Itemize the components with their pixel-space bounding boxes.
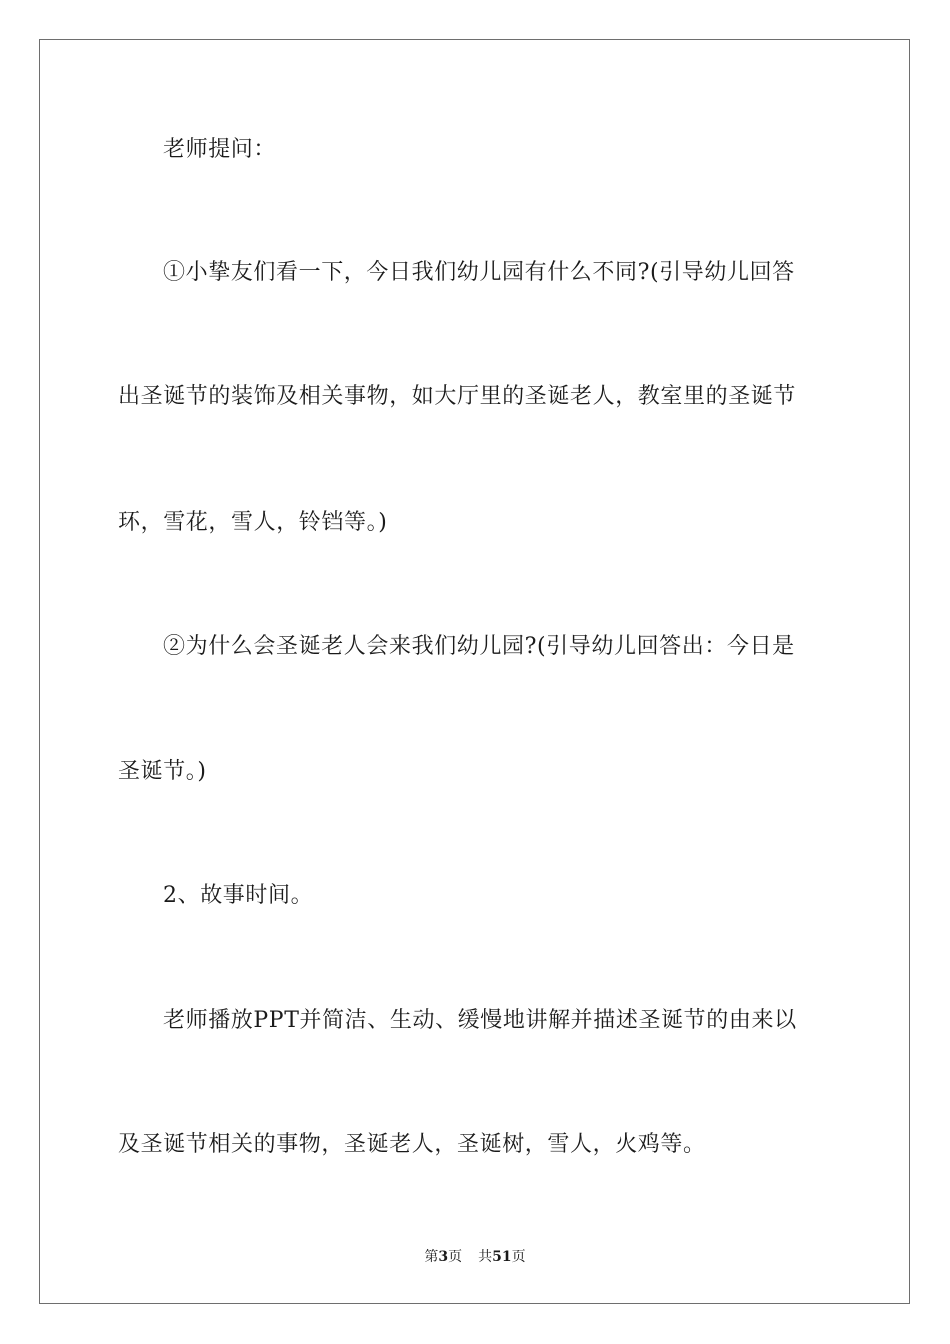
section-heading: 2、故事时间。 xyxy=(163,883,314,908)
total-pages: 51 xyxy=(492,1249,512,1265)
page-suffix: 页 xyxy=(448,1249,463,1265)
page-number: 3 xyxy=(438,1249,449,1265)
question-1-line-2: 出圣诞节的装饰及相关事物，如大厅里的圣诞老人，教室里的圣诞节 xyxy=(118,384,797,409)
story-line-2: 及圣诞节相关的事物，圣诞老人，圣诞树，雪人，火鸡等。 xyxy=(118,1132,706,1157)
question-2-line-2: 圣诞节。) xyxy=(118,759,207,784)
page-footer xyxy=(0,1247,950,1267)
question-heading: 老师提问： xyxy=(163,137,277,162)
page-border xyxy=(39,39,910,1304)
total-prefix: 共 xyxy=(478,1249,493,1265)
question-1-line-1: ①小挚友们看一下，今日我们幼儿园有什么不同?(引导幼儿回答 xyxy=(163,260,795,285)
question-2-line-1: ②为什么会圣诞老人会来我们幼儿园?(引导幼儿回答出：今日是 xyxy=(163,634,795,659)
story-line-1: 老师播放PPT并简洁、生动、缓慢地讲解并描述圣诞节的由来以 xyxy=(163,1008,797,1033)
question-1-line-3: 环，雪花，雪人，铃铛等。) xyxy=(118,510,388,535)
total-suffix: 页 xyxy=(511,1249,526,1265)
page-prefix: 第 xyxy=(424,1249,439,1265)
